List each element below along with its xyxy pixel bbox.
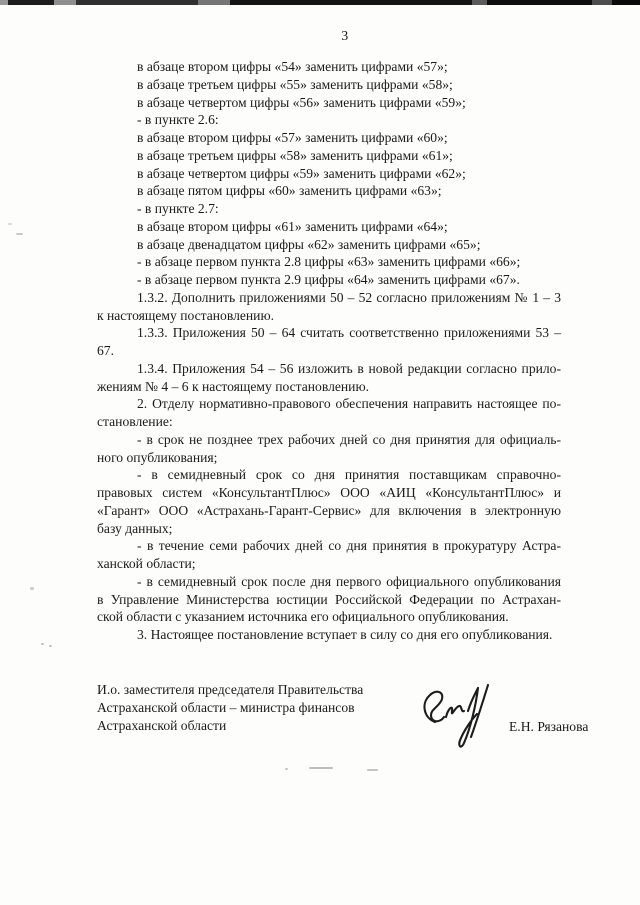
scan-speck [30, 587, 34, 590]
text-line: в Управление Министерства юстиции Российской Федерации по Астрахан- [97, 591, 561, 607]
signatory-name: Е.Н. Рязанова [509, 719, 589, 734]
document-body [97, 58, 561, 644]
text-line: 1.3.3. Приложения 50 – 64 считать соответственно приложениями 53 – [137, 325, 561, 341]
text-line: в абзаце четвертом цифры «59» заменить цифрами «62»; [137, 165, 466, 181]
signatory-title-line: И.о. заместителя председателя Правительства [97, 682, 364, 697]
handwritten-signature [419, 680, 503, 758]
text-line: - в пункте 2.7: [137, 201, 219, 216]
scan-speck [8, 223, 12, 225]
text-line: - в течение семи рабочих дней со дня принятия в прокуратуру Астра- [137, 538, 561, 554]
page-number: 3 [341, 29, 349, 44]
signatory-title [97, 681, 427, 736]
text-line: ханской области; [97, 556, 196, 571]
text-line: в абзаце пятом цифры «60» заменить цифрами «63»; [137, 183, 442, 199]
text-line: - в семидневный срок после дня первого официального опубликования [137, 573, 561, 589]
text-line: к настоящему постановлению. [97, 307, 275, 323]
text-line: базу данных; [97, 520, 173, 536]
text-line: 3. Настоящее постановление вступает в силу со дня его опубликования. [137, 627, 553, 642]
text-line: 1.3.4. Приложения 54 – 56 изложить в новой редакции согласно прило- [137, 360, 561, 376]
text-line: в абзаце втором цифры «54» заменить цифрами «57»; [137, 59, 448, 74]
text-line: - в срок не позднее трех рабочих дней со дня принятия для официаль- [137, 431, 561, 447]
scan-speck [309, 767, 333, 769]
scan-speck [285, 768, 288, 770]
text-line: в абзаце третьем цифры «58» заменить цифрами «61»; [137, 147, 453, 163]
text-line: правовых систем «КонсультантПлюс» ООО «АИЦ «КонсультантПлюс» и [97, 485, 561, 500]
text-line: «Гарант» ООО «Астрахань-Гарант-Сервис» для включения в электронную [97, 502, 561, 518]
text-line: ской области с указанием источника его официального опубликования. [97, 609, 509, 625]
text-line: 67. [97, 343, 114, 358]
text-line: в абзаце четвертом цифры «56» заменить цифрами «59»; [137, 94, 466, 110]
scan-artifact-top-bar [0, 0, 640, 5]
text-line: в абзаце втором цифры «61» заменить цифрами «64»; [137, 218, 448, 234]
text-line: 1.3.2. Дополнить приложениями 50 – 52 согласно приложениям № 1 – 3 [137, 289, 561, 305]
scan-speck [367, 769, 378, 771]
text-line: в абзаце третьем цифры «55» заменить цифрами «58»; [137, 76, 453, 92]
text-line: - в семидневный срок со дня принятия поставщикам справочно- [137, 467, 561, 483]
text-line: 2. Отделу нормативно-правового обеспечения направить настоящее по- [137, 396, 561, 412]
text-line: - в абзаце первом пункта 2.8 цифры «63» заменить цифрами «66»; [137, 254, 521, 270]
text-line: жениям № 4 – 6 к настоящему постановлению. [97, 378, 370, 394]
scan-speck [16, 233, 23, 235]
signatory-title-line: Астраханской области – министра финансов [97, 700, 355, 716]
scan-speck [41, 643, 44, 645]
scan-speck [49, 645, 52, 647]
text-line: в абзаце двенадцатом цифры «62» заменить цифрами «65»; [137, 236, 481, 252]
text-line: становление: [97, 414, 173, 429]
text-line: - в абзаце первом пункта 2.9 цифры «64» заменить цифрами «67». [137, 272, 520, 287]
text-line: - в пункте 2.6: [137, 112, 219, 128]
text-line: в абзаце втором цифры «57» заменить цифрами «60»; [137, 130, 448, 145]
signatory-title-line: Астраханской области [97, 718, 227, 734]
text-line: ного опубликования; [97, 449, 218, 465]
